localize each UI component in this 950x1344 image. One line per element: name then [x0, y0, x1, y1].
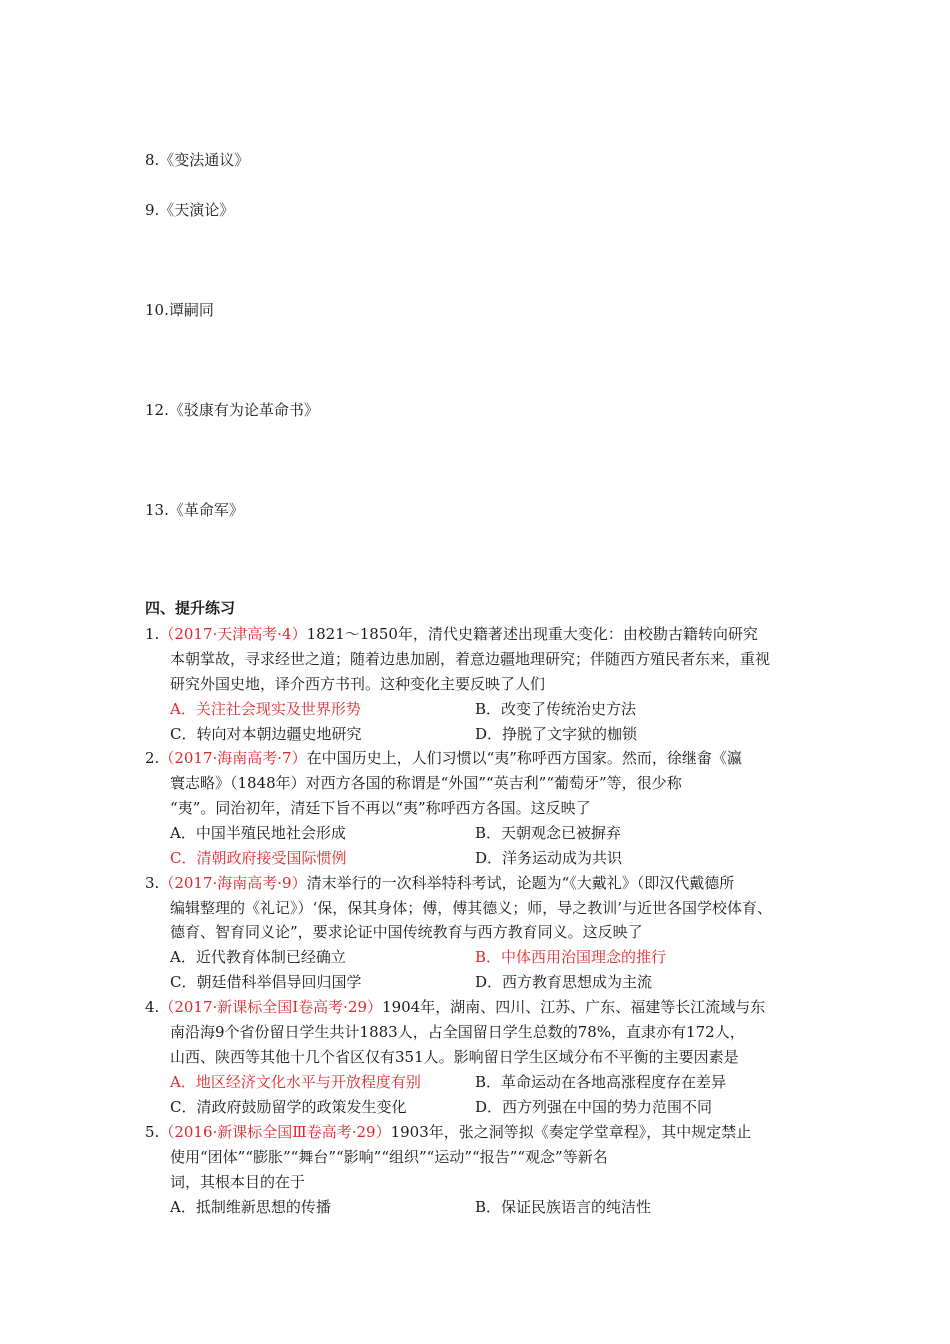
option-d: D．挣脱了文字狱的枷锁 [475, 725, 638, 743]
section-title: 四、提升练习 [145, 599, 236, 617]
question-text: 寰志略》（1848年）对西方各国的称谓是“外国”“英吉利”“葡萄牙”等，很少称 [170, 774, 682, 792]
option-d: D．洋务运动成为共识 [475, 849, 623, 867]
term-item: 8.《变法通议》 [145, 151, 250, 169]
option-c-correct: C．清朝政府接受国际惯例 [170, 849, 347, 867]
question-number: 2. [145, 749, 160, 767]
question-number: 3. [145, 874, 160, 892]
question-source: （2017·海南高考·9） [159, 874, 307, 892]
question-text: “夷”。同治初年，清廷下旨不再以“夷”称呼西方各国。这反映了 [170, 799, 591, 817]
question-text: 清末举行的一次科举特科考试，论题为“《大戴礼》（即汉代戴德所 [306, 874, 735, 892]
term-item: 13.《革命军》 [145, 501, 244, 519]
option-b: B．革命运动在各地高涨程度存在差异 [475, 1073, 727, 1091]
question-text: 南沿海9个省份留日学生共计1883人，占全国留日学生总数的78%，直隶亦有172人， [170, 1023, 745, 1041]
question-4-first-line [145, 997, 765, 1017]
question-text: 1904年，湖南、四川、江苏、广东、福建等长江流域与东 [382, 998, 766, 1016]
question-text: 1821～1850年，清代史籍著述出现重大变化：由校勘古籍转向研究 [306, 625, 758, 643]
term-item: 10.谭嗣同 [145, 301, 214, 319]
question-text: 研究外国史地，译介西方书刊。这种变化主要反映了人们 [170, 675, 546, 693]
question-text: 德育、智育同义论”，要求论证中国传统教育与西方教育同义。这反映了 [170, 923, 643, 941]
question-1-first-line [145, 624, 758, 644]
question-source: （2016·新课标全国Ⅲ卷高考·29） [159, 1123, 391, 1141]
option-c: C．清政府鼓励留学的政策发生变化 [170, 1098, 407, 1116]
term-item: 12.《驳康有为论革命书》 [145, 401, 319, 419]
question-source: （2017·海南高考·7） [159, 749, 307, 767]
question-number: 5. [145, 1123, 160, 1141]
option-a: A．抵制维新思想的传播 [170, 1198, 331, 1216]
question-text: 山西、陕西等其他十几个省区仅有351人。影响留日学生区域分布不平衡的主要因素是 [170, 1048, 739, 1066]
option-d: D．西方教育思想成为主流 [475, 973, 653, 991]
option-a-correct: A．关注社会现实及世界形势 [170, 700, 361, 718]
option-d: D．西方列强在中国的势力范围不同 [475, 1098, 713, 1116]
option-b-correct: B．中体西用治国理念的推行 [475, 948, 667, 966]
term-item: 9.《天演论》 [145, 201, 235, 219]
question-number: 1. [145, 625, 160, 643]
option-a: A．中国半殖民地社会形成 [170, 824, 346, 842]
question-text: 词，其根本目的在于 [170, 1173, 306, 1191]
question-text: 在中国历史上，人们习惯以“夷”称呼西方国家。然而，徐继畲《瀛 [306, 749, 742, 767]
option-c: C．转向对本朝边疆史地研究 [170, 725, 362, 743]
question-source: （2017·天津高考·4） [159, 625, 307, 643]
question-text: 使用“团体”“膨胀”“舞台”“影响”“组织”“运动”“报告”“观念”等新名 [170, 1148, 608, 1166]
question-number: 4. [145, 998, 160, 1016]
question-5-first-line [145, 1122, 751, 1142]
question-text: 编辑整理的《礼记》）‘保，保其身体；傅，傅其德义；师，导之教训’与近世各国学校体育、 [170, 899, 773, 917]
option-a: A．近代教育体制已经确立 [170, 948, 346, 966]
option-b: B．保证民族语言的纯洁性 [475, 1198, 652, 1216]
question-source: （2017·新课标全国Ⅰ卷高考·29） [159, 998, 383, 1016]
question-2-first-line [145, 748, 742, 768]
option-b: B．改变了传统治史方法 [475, 700, 637, 718]
question-text: 本朝掌故，寻求经世之道；随着边患加剧，着意边疆地理研究；伴随西方殖民者东来，重视 [170, 650, 771, 668]
option-c: C．朝廷借科举倡导回归国学 [170, 973, 362, 991]
option-a-correct: A．地区经济文化水平与开放程度有别 [170, 1073, 421, 1091]
question-3-first-line [145, 873, 734, 893]
option-b: B．天朝观念已被摒弃 [475, 824, 622, 842]
question-text: 1903年，张之洞等拟《奏定学堂章程》，其中规定禁止 [390, 1123, 752, 1141]
